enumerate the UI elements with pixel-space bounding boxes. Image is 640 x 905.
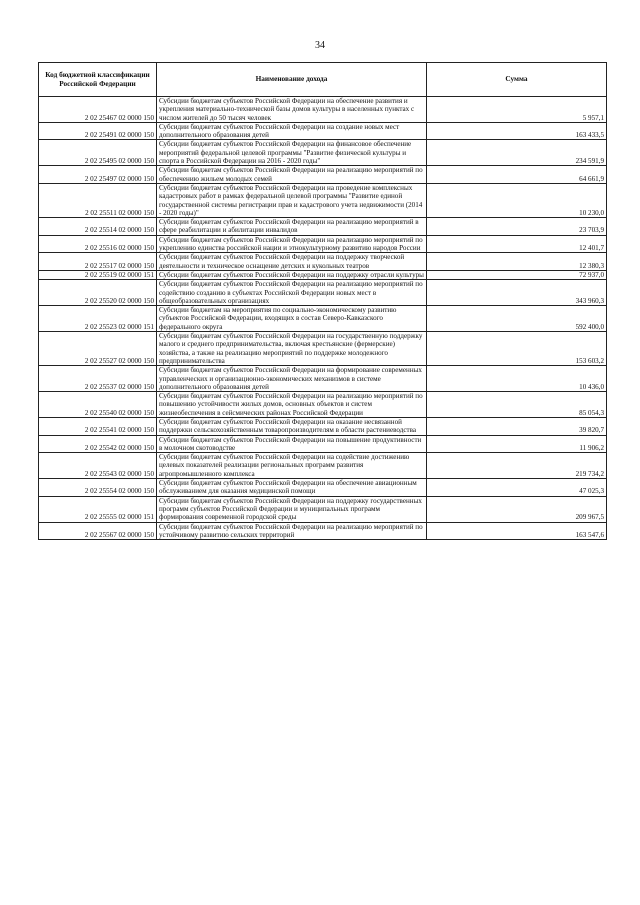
code-cell: 2 02 25497 02 0000 150 (39, 166, 157, 184)
name-cell: Субсидии бюджетам субъектов Российской Федерации на поддержку отрасли культуры (157, 270, 427, 279)
name-cell: Субсидии бюджетам субъектов Российской Федерации на обеспечение авиационным обслуживанием для оказания медицинской помощи (157, 479, 427, 497)
sum-cell: 163 433,5 (427, 122, 607, 140)
table-row (39, 218, 607, 236)
table-row (39, 97, 607, 123)
header-code: Код бюджетной классификации Российской Федерации (39, 63, 157, 97)
code-cell: 2 02 25543 02 0000 150 (39, 453, 157, 479)
name-cell: Субсидии бюджетам субъектов Российской Федерации на реализацию мероприятий по содействию созданию в субъектах Российской Федерации новых мест в общеобразовательных организациях (157, 280, 427, 306)
code-cell: 2 02 25554 02 0000 150 (39, 479, 157, 497)
sum-cell: 72 937,0 (427, 270, 607, 279)
sum-cell: 12 380,3 (427, 253, 607, 271)
sum-cell: 234 591,9 (427, 140, 607, 166)
sum-cell: 343 960,3 (427, 280, 607, 306)
name-cell: Субсидии бюджетам субъектов Российской Федерации на реализацию мероприятий по повышению устойчивости жилых домов, основных объектов и систем жизнеобеспечения в сейсмических районах Российской Федерации (157, 392, 427, 418)
table-row (39, 183, 607, 217)
table-header-row (39, 63, 607, 97)
sum-cell: 11 906,2 (427, 435, 607, 453)
sum-cell: 153 603,2 (427, 332, 607, 366)
name-cell: Субсидии бюджетам субъектов Российской Федерации на проведение комплексных кадастровых работ в рамках федеральной целевой программы "Развитие единой государственной системы регистрации прав и кадастрового учета недвижимости (2014 - 2020 годы)" (157, 183, 427, 217)
sum-cell: 219 734,2 (427, 453, 607, 479)
code-cell: 2 02 25537 02 0000 150 (39, 366, 157, 392)
code-cell: 2 02 25523 02 0000 151 (39, 306, 157, 332)
code-cell: 2 02 25520 02 0000 150 (39, 280, 157, 306)
sum-cell: 64 661,9 (427, 166, 607, 184)
table-row (39, 306, 607, 332)
name-cell: Субсидии бюджетам субъектов Российской Федерации на финансовое обеспечение мероприятий федеральной целевой программы "Развитие физической культуры и спорта в Российской Федерации на 2016 - 2020 годы" (157, 140, 427, 166)
name-cell: Субсидии бюджетам на мероприятия по социально-экономическому развитию субъектов Российской Федерации, входящих в состав Северо-Кавказского федерального округа (157, 306, 427, 332)
header-name: Наименование дохода (157, 63, 427, 97)
table-row (39, 140, 607, 166)
name-cell: Субсидии бюджетам субъектов Российской Федерации на поддержку государственных программ субъектов Российской Федерации и муниципальных программ формирования современной городской среды (157, 496, 427, 522)
sum-cell: 12 401,7 (427, 235, 607, 253)
name-cell: Субсидии бюджетам субъектов Российской Федерации на государственную поддержку малого и среднего предпринимательства, включая крестьянские (фермерские) хозяйства, а также на реализацию мероприятий по поддержке молодежного предпринимательства (157, 332, 427, 366)
table-row (39, 253, 607, 271)
name-cell: Субсидии бюджетам субъектов Российской Федерации на поддержку творческой деятельности и техническое оснащение детских и кукольных театров (157, 253, 427, 271)
code-cell: 2 02 25542 02 0000 150 (39, 435, 157, 453)
name-cell: Субсидии бюджетам субъектов Российской Федерации на реализацию мероприятий по обеспечению жильем молодых семей (157, 166, 427, 184)
table-row (39, 479, 607, 497)
table-row (39, 122, 607, 140)
table-row (39, 496, 607, 522)
sum-cell: 10 230,0 (427, 183, 607, 217)
page-number: 34 (315, 40, 325, 51)
code-cell: 2 02 25514 02 0000 150 (39, 218, 157, 236)
table-row (39, 280, 607, 306)
table-row (39, 435, 607, 453)
sum-cell: 47 025,3 (427, 479, 607, 497)
header-sum: Сумма (427, 63, 607, 97)
table-row (39, 166, 607, 184)
table-row (39, 332, 607, 366)
table-row (39, 522, 607, 540)
sum-cell: 10 436,0 (427, 366, 607, 392)
table-row (39, 270, 607, 279)
name-cell: Субсидии бюджетам субъектов Российской Федерации на реализацию мероприятий по устойчивому развитию сельских территорий (157, 522, 427, 540)
code-cell: 2 02 25495 02 0000 150 (39, 140, 157, 166)
name-cell: Субсидии бюджетам субъектов Российской Федерации на реализацию мероприятий в сфере реабилитации и абилитации инвалидов (157, 218, 427, 236)
code-cell: 2 02 25541 02 0000 150 (39, 417, 157, 435)
code-cell: 2 02 25540 02 0000 150 (39, 392, 157, 418)
name-cell: Субсидии бюджетам субъектов Российской Федерации на оказание несвязанной поддержки сельскохозяйственным товаропроизводителям в области растениеводства (157, 417, 427, 435)
name-cell: Субсидии бюджетам субъектов Российской Федерации на реализацию мероприятий по укреплению единства российской нации и этнокультурному развитию народов России (157, 235, 427, 253)
code-cell: 2 02 25567 02 0000 150 (39, 522, 157, 540)
code-cell: 2 02 25527 02 0000 150 (39, 332, 157, 366)
name-cell: Субсидии бюджетам субъектов Российской Федерации на содействие достижению целевых показателей реализации региональных программ развития агропромышленного комплекса (157, 453, 427, 479)
name-cell: Субсидии бюджетам субъектов Российской Федерации на повышение продуктивности в молочном скотоводстве (157, 435, 427, 453)
sum-cell: 39 820,7 (427, 417, 607, 435)
name-cell: Субсидии бюджетам субъектов Российской Федерации на формирование современных управленческих и организационно-экономических механизмов в системе дополнительного образования детей (157, 366, 427, 392)
code-cell: 2 02 25555 02 0000 151 (39, 496, 157, 522)
name-cell: Субсидии бюджетам субъектов Российской Федерации на обеспечение развития и укрепления материально-технической базы домов культуры в населенных пунктах с числом жителей до 50 тысяч человек (157, 97, 427, 123)
sum-cell: 23 703,9 (427, 218, 607, 236)
sum-cell: 163 547,6 (427, 522, 607, 540)
name-cell: Субсидии бюджетам субъектов Российской Федерации на создание новых мест дополнительного образования детей (157, 122, 427, 140)
table-row (39, 417, 607, 435)
revenue-table (38, 62, 607, 540)
table-row (39, 453, 607, 479)
code-cell: 2 02 25511 02 0000 150 (39, 183, 157, 217)
code-cell: 2 02 25491 02 0000 150 (39, 122, 157, 140)
sum-cell: 209 967,5 (427, 496, 607, 522)
sum-cell: 85 054,3 (427, 392, 607, 418)
code-cell: 2 02 25517 02 0000 150 (39, 253, 157, 271)
sum-cell: 5 957,1 (427, 97, 607, 123)
table-row (39, 366, 607, 392)
table-row (39, 392, 607, 418)
code-cell: 2 02 25516 02 0000 150 (39, 235, 157, 253)
code-cell: 2 02 25467 02 0000 150 (39, 97, 157, 123)
code-cell: 2 02 25519 02 0000 151 (39, 270, 157, 279)
table-row (39, 235, 607, 253)
sum-cell: 592 400,0 (427, 306, 607, 332)
